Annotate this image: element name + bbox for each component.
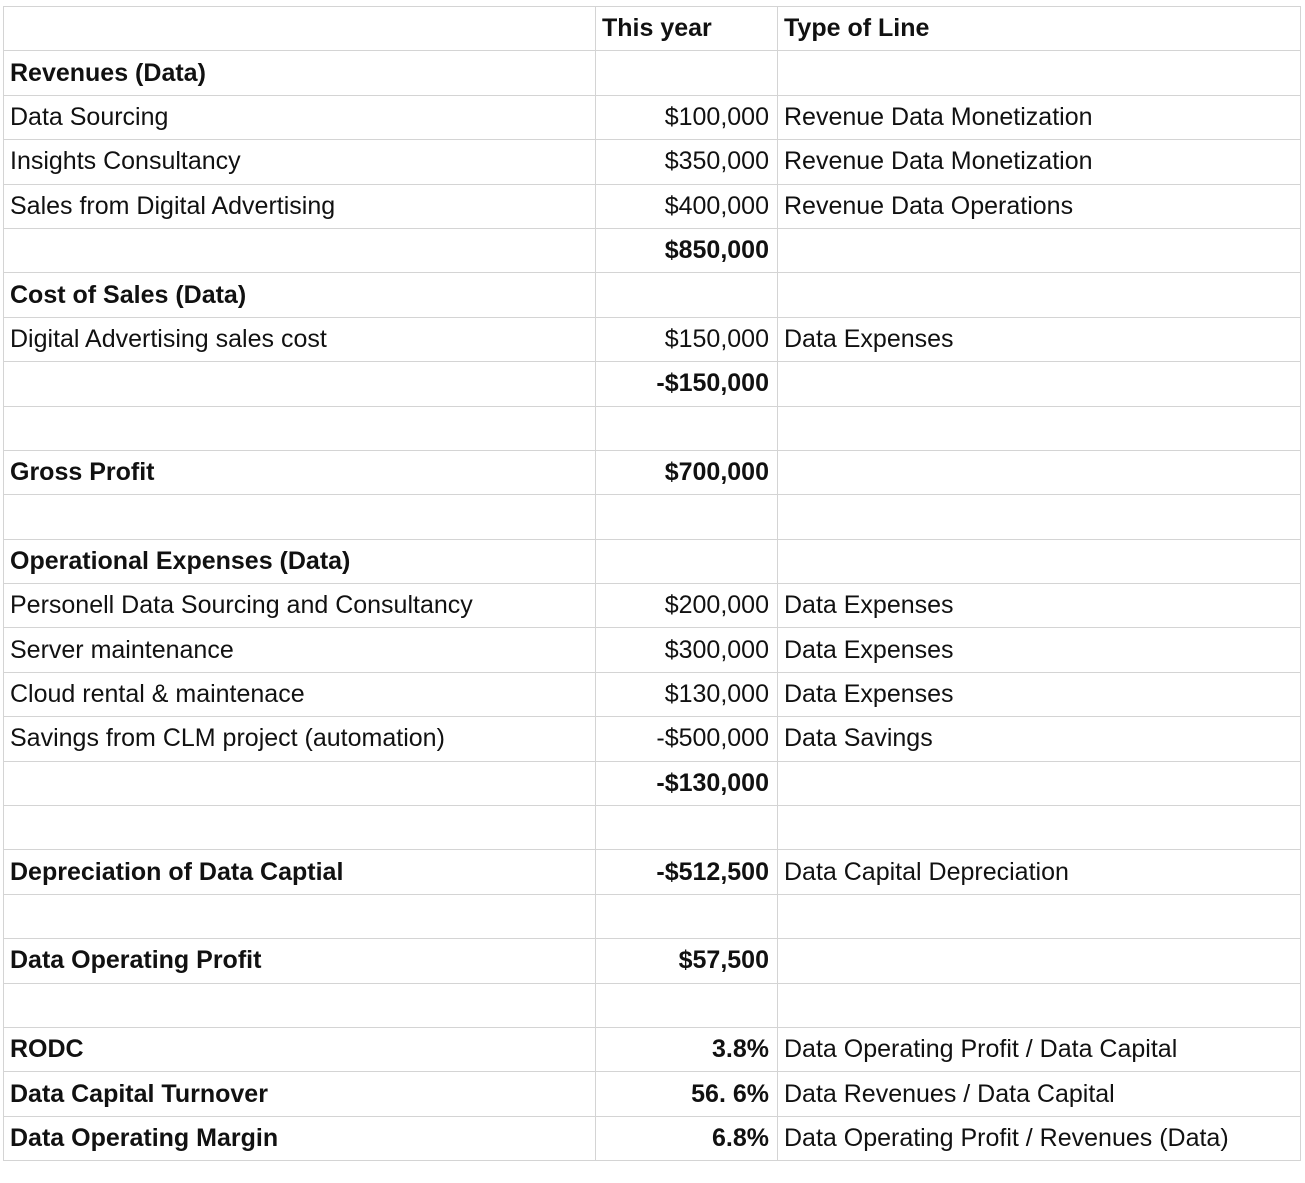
row-value-cell[interactable] (596, 539, 778, 583)
table-row (4, 140, 1301, 184)
row-value-cell[interactable]: 6.8% (596, 1116, 778, 1160)
table-row (4, 51, 1301, 95)
row-label-cell[interactable]: Data Operating Profit (4, 939, 596, 983)
table-body (4, 51, 1301, 1161)
header-cell-type-of-line[interactable]: Type of Line (778, 7, 1301, 51)
row-value-cell[interactable]: $300,000 (596, 628, 778, 672)
row-label-cell[interactable]: Cost of Sales (Data) (4, 273, 596, 317)
row-label-cell[interactable] (4, 806, 596, 850)
row-type-cell[interactable] (778, 761, 1301, 805)
row-type-cell[interactable]: Revenue Data Operations (778, 184, 1301, 228)
table-row (4, 495, 1301, 539)
row-type-cell[interactable] (778, 273, 1301, 317)
row-type-cell[interactable]: Data Expenses (778, 628, 1301, 672)
row-type-cell[interactable] (778, 894, 1301, 938)
table-row (4, 983, 1301, 1027)
row-type-cell[interactable]: Data Expenses (778, 317, 1301, 361)
row-type-cell[interactable]: Data Expenses (778, 672, 1301, 716)
row-type-cell[interactable]: Revenue Data Monetization (778, 140, 1301, 184)
table-row (4, 406, 1301, 450)
row-label-cell[interactable] (4, 495, 596, 539)
row-value-cell[interactable]: $350,000 (596, 140, 778, 184)
table-row (4, 717, 1301, 761)
row-value-cell[interactable] (596, 806, 778, 850)
table-row (4, 672, 1301, 716)
row-label-cell[interactable]: Insights Consultancy (4, 140, 596, 184)
table-row (4, 317, 1301, 361)
row-value-cell[interactable] (596, 51, 778, 95)
row-label-cell[interactable]: Sales from Digital Advertising (4, 184, 596, 228)
row-label-cell[interactable]: Revenues (Data) (4, 51, 596, 95)
table-row (4, 850, 1301, 894)
row-label-cell[interactable] (4, 761, 596, 805)
row-type-cell[interactable]: Data Expenses (778, 584, 1301, 628)
table-row (4, 1116, 1301, 1160)
row-label-cell[interactable]: Savings from CLM project (automation) (4, 717, 596, 761)
row-type-cell[interactable]: Revenue Data Monetization (778, 95, 1301, 139)
row-value-cell[interactable]: -$130,000 (596, 761, 778, 805)
row-label-cell[interactable]: Depreciation of Data Captial (4, 850, 596, 894)
spreadsheet-table (3, 6, 1301, 1161)
row-value-cell[interactable]: 3.8% (596, 1027, 778, 1071)
row-value-cell[interactable]: -$150,000 (596, 362, 778, 406)
row-type-cell[interactable]: Data Operating Profit / Revenues (Data) (778, 1116, 1301, 1160)
table-row (4, 1027, 1301, 1071)
row-type-cell[interactable] (778, 806, 1301, 850)
table-row (4, 806, 1301, 850)
row-label-cell[interactable]: RODC (4, 1027, 596, 1071)
header-cell-this-year[interactable]: This year (596, 7, 778, 51)
table-row (4, 539, 1301, 583)
row-type-cell[interactable]: Data Savings (778, 717, 1301, 761)
table-row (4, 584, 1301, 628)
row-value-cell[interactable]: $57,500 (596, 939, 778, 983)
row-type-cell[interactable] (778, 939, 1301, 983)
row-label-cell[interactable]: Digital Advertising sales cost (4, 317, 596, 361)
row-label-cell[interactable]: Personell Data Sourcing and Consultancy (4, 584, 596, 628)
row-type-cell[interactable] (778, 228, 1301, 272)
row-type-cell[interactable]: Data Capital Depreciation (778, 850, 1301, 894)
table-row (4, 761, 1301, 805)
table-row (4, 894, 1301, 938)
table-row (4, 362, 1301, 406)
row-label-cell[interactable]: Gross Profit (4, 450, 596, 494)
row-value-cell[interactable]: $130,000 (596, 672, 778, 716)
row-value-cell[interactable]: -$500,000 (596, 717, 778, 761)
row-type-cell[interactable]: Data Revenues / Data Capital (778, 1072, 1301, 1116)
row-label-cell[interactable]: Operational Expenses (Data) (4, 539, 596, 583)
row-value-cell[interactable] (596, 983, 778, 1027)
table-row (4, 628, 1301, 672)
row-label-cell[interactable]: Data Capital Turnover (4, 1072, 596, 1116)
row-value-cell[interactable]: 56. 6% (596, 1072, 778, 1116)
row-label-cell[interactable] (4, 983, 596, 1027)
row-value-cell[interactable]: $150,000 (596, 317, 778, 361)
row-type-cell[interactable] (778, 51, 1301, 95)
row-type-cell[interactable] (778, 539, 1301, 583)
row-type-cell[interactable] (778, 450, 1301, 494)
table-row (4, 273, 1301, 317)
header-cell-label[interactable] (4, 7, 596, 51)
row-value-cell[interactable] (596, 406, 778, 450)
row-type-cell[interactable]: Data Operating Profit / Data Capital (778, 1027, 1301, 1071)
row-value-cell[interactable] (596, 495, 778, 539)
row-label-cell[interactable] (4, 406, 596, 450)
row-label-cell[interactable]: Data Operating Margin (4, 1116, 596, 1160)
header-row (4, 7, 1301, 51)
row-label-cell[interactable]: Server maintenance (4, 628, 596, 672)
row-value-cell[interactable] (596, 894, 778, 938)
table-row (4, 228, 1301, 272)
table-row (4, 450, 1301, 494)
row-type-cell[interactable] (778, 983, 1301, 1027)
table-row (4, 1072, 1301, 1116)
row-value-cell[interactable] (596, 273, 778, 317)
row-type-cell[interactable] (778, 406, 1301, 450)
row-label-cell[interactable]: Data Sourcing (4, 95, 596, 139)
row-label-cell[interactable] (4, 894, 596, 938)
row-value-cell[interactable]: $200,000 (596, 584, 778, 628)
row-value-cell[interactable]: $700,000 (596, 450, 778, 494)
row-label-cell[interactable] (4, 362, 596, 406)
row-value-cell[interactable]: $850,000 (596, 228, 778, 272)
row-type-cell[interactable] (778, 495, 1301, 539)
row-value-cell[interactable]: -$512,500 (596, 850, 778, 894)
row-type-cell[interactable] (778, 362, 1301, 406)
row-value-cell[interactable]: $400,000 (596, 184, 778, 228)
table-row (4, 95, 1301, 139)
row-label-cell[interactable] (4, 228, 596, 272)
row-value-cell[interactable]: $100,000 (596, 95, 778, 139)
row-label-cell[interactable]: Cloud rental & maintenace (4, 672, 596, 716)
table-row (4, 939, 1301, 983)
table-row (4, 184, 1301, 228)
